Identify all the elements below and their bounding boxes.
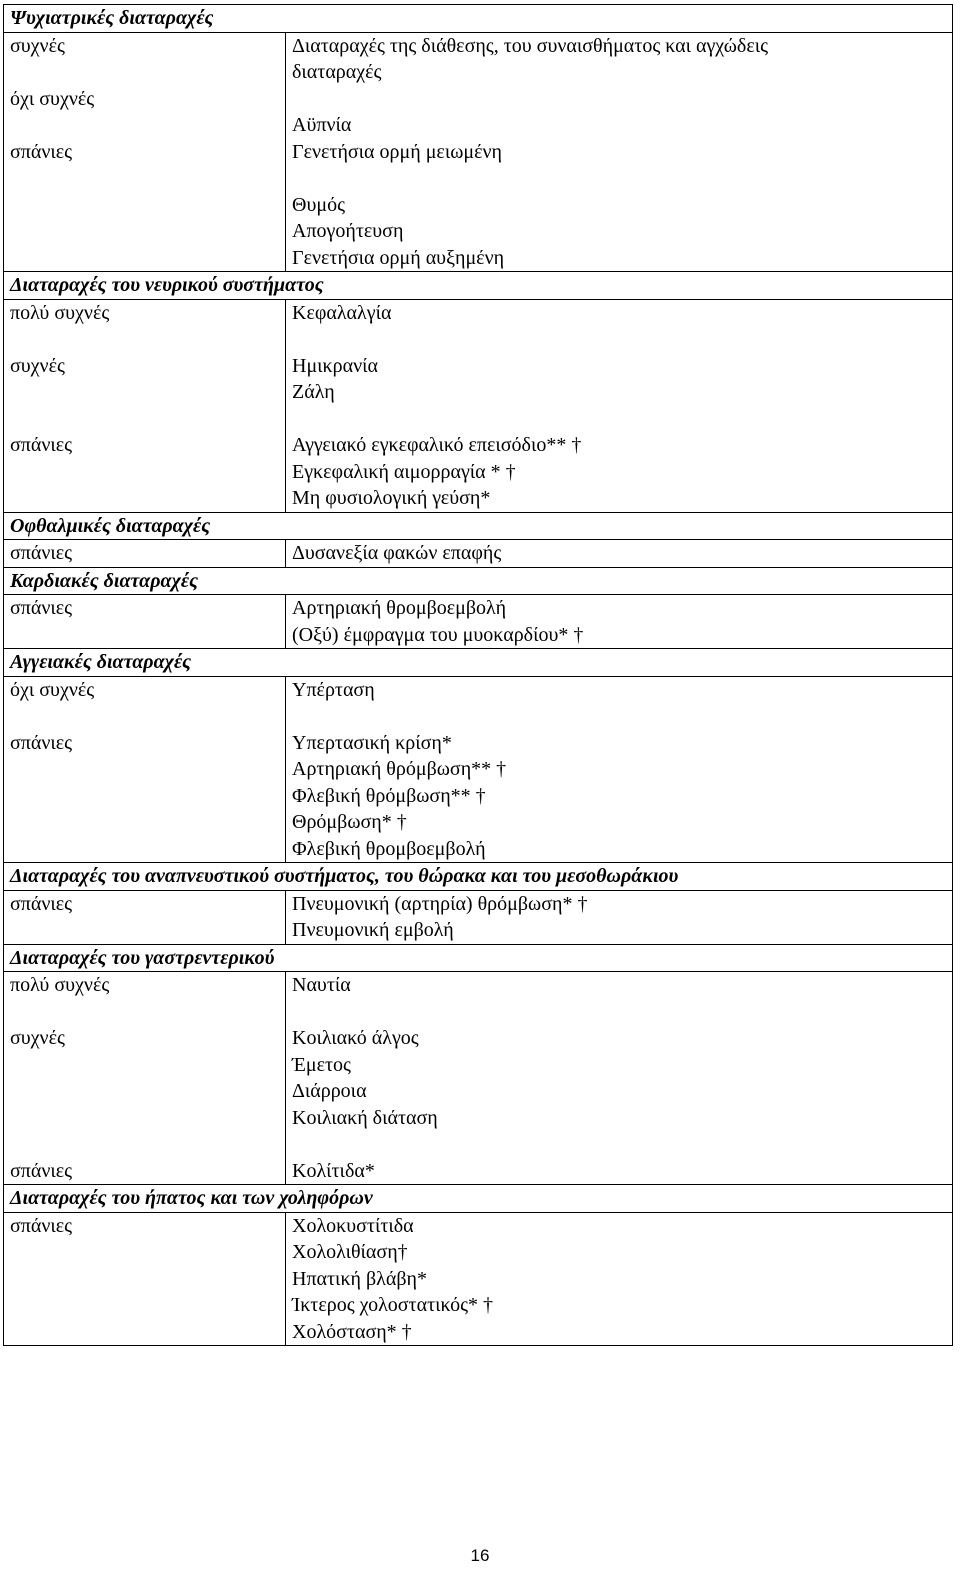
- category-row: [4, 5, 953, 33]
- effects-cell: [286, 676, 953, 863]
- blank-line: [292, 326, 952, 353]
- adverse-effect: Υπέρταση: [292, 678, 375, 701]
- adverse-effect: Κεφαλαλγία: [292, 301, 392, 324]
- effects-cell: [286, 595, 953, 649]
- reaction-row: [4, 972, 953, 1185]
- frequency-label: πολύ συχνές: [10, 974, 110, 996]
- adverse-effect: Πνευμονική εμβολή: [292, 919, 454, 941]
- blank-line: [10, 406, 285, 433]
- frequency-cell: [4, 1212, 286, 1346]
- reaction-row: [4, 595, 953, 649]
- blank-line: [10, 112, 285, 139]
- frequency-label: σπάνιες: [10, 434, 73, 456]
- adverse-effect: Χολοκυστίτιδα: [292, 1214, 414, 1237]
- reaction-row: [4, 676, 953, 863]
- reaction-row: [4, 32, 953, 272]
- frequency-cell: [4, 299, 286, 512]
- frequency-label: σπάνιες: [10, 1159, 73, 1182]
- blank-line: [292, 1131, 952, 1158]
- blank-line: [10, 1052, 285, 1079]
- adverse-effect: Γενετήσια ορμή αυξημένη: [292, 246, 505, 269]
- category-row: [4, 512, 953, 540]
- adverse-effect: Έμετος: [292, 1053, 351, 1076]
- effects-cell: [286, 299, 953, 512]
- adverse-effect: Κολίτιδα*: [292, 1159, 375, 1182]
- blank-line: [292, 406, 952, 433]
- adverse-effect: Ζάλη: [292, 381, 335, 403]
- adverse-effect: Κοιλιακό άλγος: [292, 1027, 419, 1049]
- adverse-effect: Μη φυσιολογική γεύση*: [292, 487, 491, 509]
- frequency-label: σπάνιες: [10, 140, 73, 163]
- adverse-effect: Αρτηριακή θρομβοεμβολή: [292, 597, 507, 619]
- adverse-effect: Φλεβική θρομβοεμβολή: [292, 837, 486, 860]
- frequency-cell: [4, 890, 286, 944]
- reaction-row: [4, 299, 953, 512]
- frequency-cell: [4, 676, 286, 863]
- adverse-effect: Χολολιθίαση†: [292, 1241, 408, 1263]
- adverse-effect: Ηπατική βλάβη*: [292, 1267, 427, 1290]
- blank-line: [10, 999, 285, 1026]
- adverse-effect: Χολόσταση* †: [292, 1320, 412, 1343]
- category-heading: Ψυχιατρικές διαταραχές: [4, 5, 953, 33]
- adverse-effect: Φλεβική θρόμβωση** †: [292, 784, 486, 807]
- effects-cell: [286, 32, 953, 272]
- effects-cell: [286, 890, 953, 944]
- adverse-effect: Γενετήσια ορμή μειωμένη: [292, 140, 502, 163]
- reaction-row: [4, 890, 953, 944]
- category-heading: Διαταραχές του αναπνευστικού συστήματος, του θώρακα και του μεσοθωράκιου: [4, 863, 953, 891]
- blank-line: [10, 1131, 285, 1158]
- frequency-cell: [4, 540, 286, 568]
- adverse-effect: Θυμός: [292, 193, 345, 216]
- blank-line: [292, 86, 952, 113]
- adverse-effect: Πνευμονική (αρτηρία) θρόμβωση* †: [292, 892, 588, 915]
- frequency-label: συχνές: [10, 354, 65, 377]
- frequency-label: όχι συχνές: [10, 678, 95, 701]
- adverse-effect: Θρόμβωση* †: [292, 811, 407, 833]
- frequency-label: σπάνιες: [10, 542, 73, 564]
- adverse-effect: Διάρροια: [292, 1080, 367, 1102]
- adverse-reactions-table: [3, 4, 953, 1346]
- adverse-effect: Ημικρανία: [292, 354, 378, 377]
- adverse-effect: Αϋπνία: [292, 114, 352, 136]
- adverse-effect: Κοιλιακή διάταση: [292, 1106, 438, 1129]
- adverse-effect: Υπερτασική κρίση*: [292, 731, 452, 754]
- adverse-effect: Εγκεφαλική αιμορραγία * †: [292, 460, 516, 483]
- category-heading: Διαταραχές του γαστρεντερικού: [4, 944, 953, 972]
- category-row: [4, 649, 953, 677]
- reaction-row: [4, 540, 953, 568]
- category-heading: Καρδιακές διαταραχές: [4, 567, 953, 595]
- category-row: [4, 944, 953, 972]
- category-heading: Διαταραχές του ήπατος και των χοληφόρων: [4, 1185, 953, 1213]
- adverse-effect: Δυσανεξία φακών επαφής: [292, 542, 502, 564]
- category-heading: Οφθαλμικές διαταραχές: [4, 512, 953, 540]
- category-row: [4, 863, 953, 891]
- category-heading: Διαταραχές του νευρικού συστήματος: [4, 272, 953, 300]
- blank-line: [10, 59, 285, 86]
- category-row: [4, 1185, 953, 1213]
- frequency-label: όχι συχνές: [10, 87, 95, 110]
- effects-cell: [286, 1212, 953, 1346]
- adverse-effect: (Οξύ) έμφραγμα του μυοκαρδίου* †: [292, 623, 584, 646]
- frequency-label: σπάνιες: [10, 892, 73, 915]
- frequency-cell: [4, 595, 286, 649]
- reaction-row: [4, 1212, 953, 1346]
- adverse-effect: Διαταραχές της διάθεσης, του συναισθήματος και αγχώδεις: [292, 34, 769, 57]
- blank-line: [292, 703, 952, 730]
- blank-line: [10, 379, 285, 406]
- adverse-effect: Αγγειακό εγκεφαλικό επεισόδιο** †: [292, 434, 582, 456]
- adverse-effect: Ίκτερος χολοστατικός* †: [292, 1294, 494, 1316]
- effects-cell: [286, 540, 953, 568]
- category-row: [4, 567, 953, 595]
- blank-line: [10, 1105, 285, 1132]
- frequency-label: σπάνιες: [10, 1214, 73, 1237]
- adverse-effect: διαταραχές: [292, 61, 382, 83]
- blank-line: [292, 165, 952, 192]
- frequency-label: σπάνιες: [10, 731, 73, 754]
- frequency-label: συχνές: [10, 34, 65, 57]
- adverse-effect: Απογοήτευση: [292, 220, 404, 242]
- adverse-effect: Αρτηριακή θρόμβωση** †: [292, 758, 507, 780]
- page-number: 16: [470, 1546, 490, 1565]
- frequency-cell: [4, 972, 286, 1185]
- blank-line: [10, 1078, 285, 1105]
- frequency-label: πολύ συχνές: [10, 301, 110, 324]
- blank-line: [10, 703, 285, 730]
- blank-line: [10, 326, 285, 353]
- category-row: [4, 272, 953, 300]
- blank-line: [292, 999, 952, 1026]
- adverse-effect: Ναυτία: [292, 974, 351, 996]
- effects-cell: [286, 972, 953, 1185]
- category-heading: Αγγειακές διαταραχές: [4, 649, 953, 677]
- frequency-label: συχνές: [10, 1027, 65, 1049]
- frequency-label: σπάνιες: [10, 597, 73, 619]
- frequency-cell: [4, 32, 286, 272]
